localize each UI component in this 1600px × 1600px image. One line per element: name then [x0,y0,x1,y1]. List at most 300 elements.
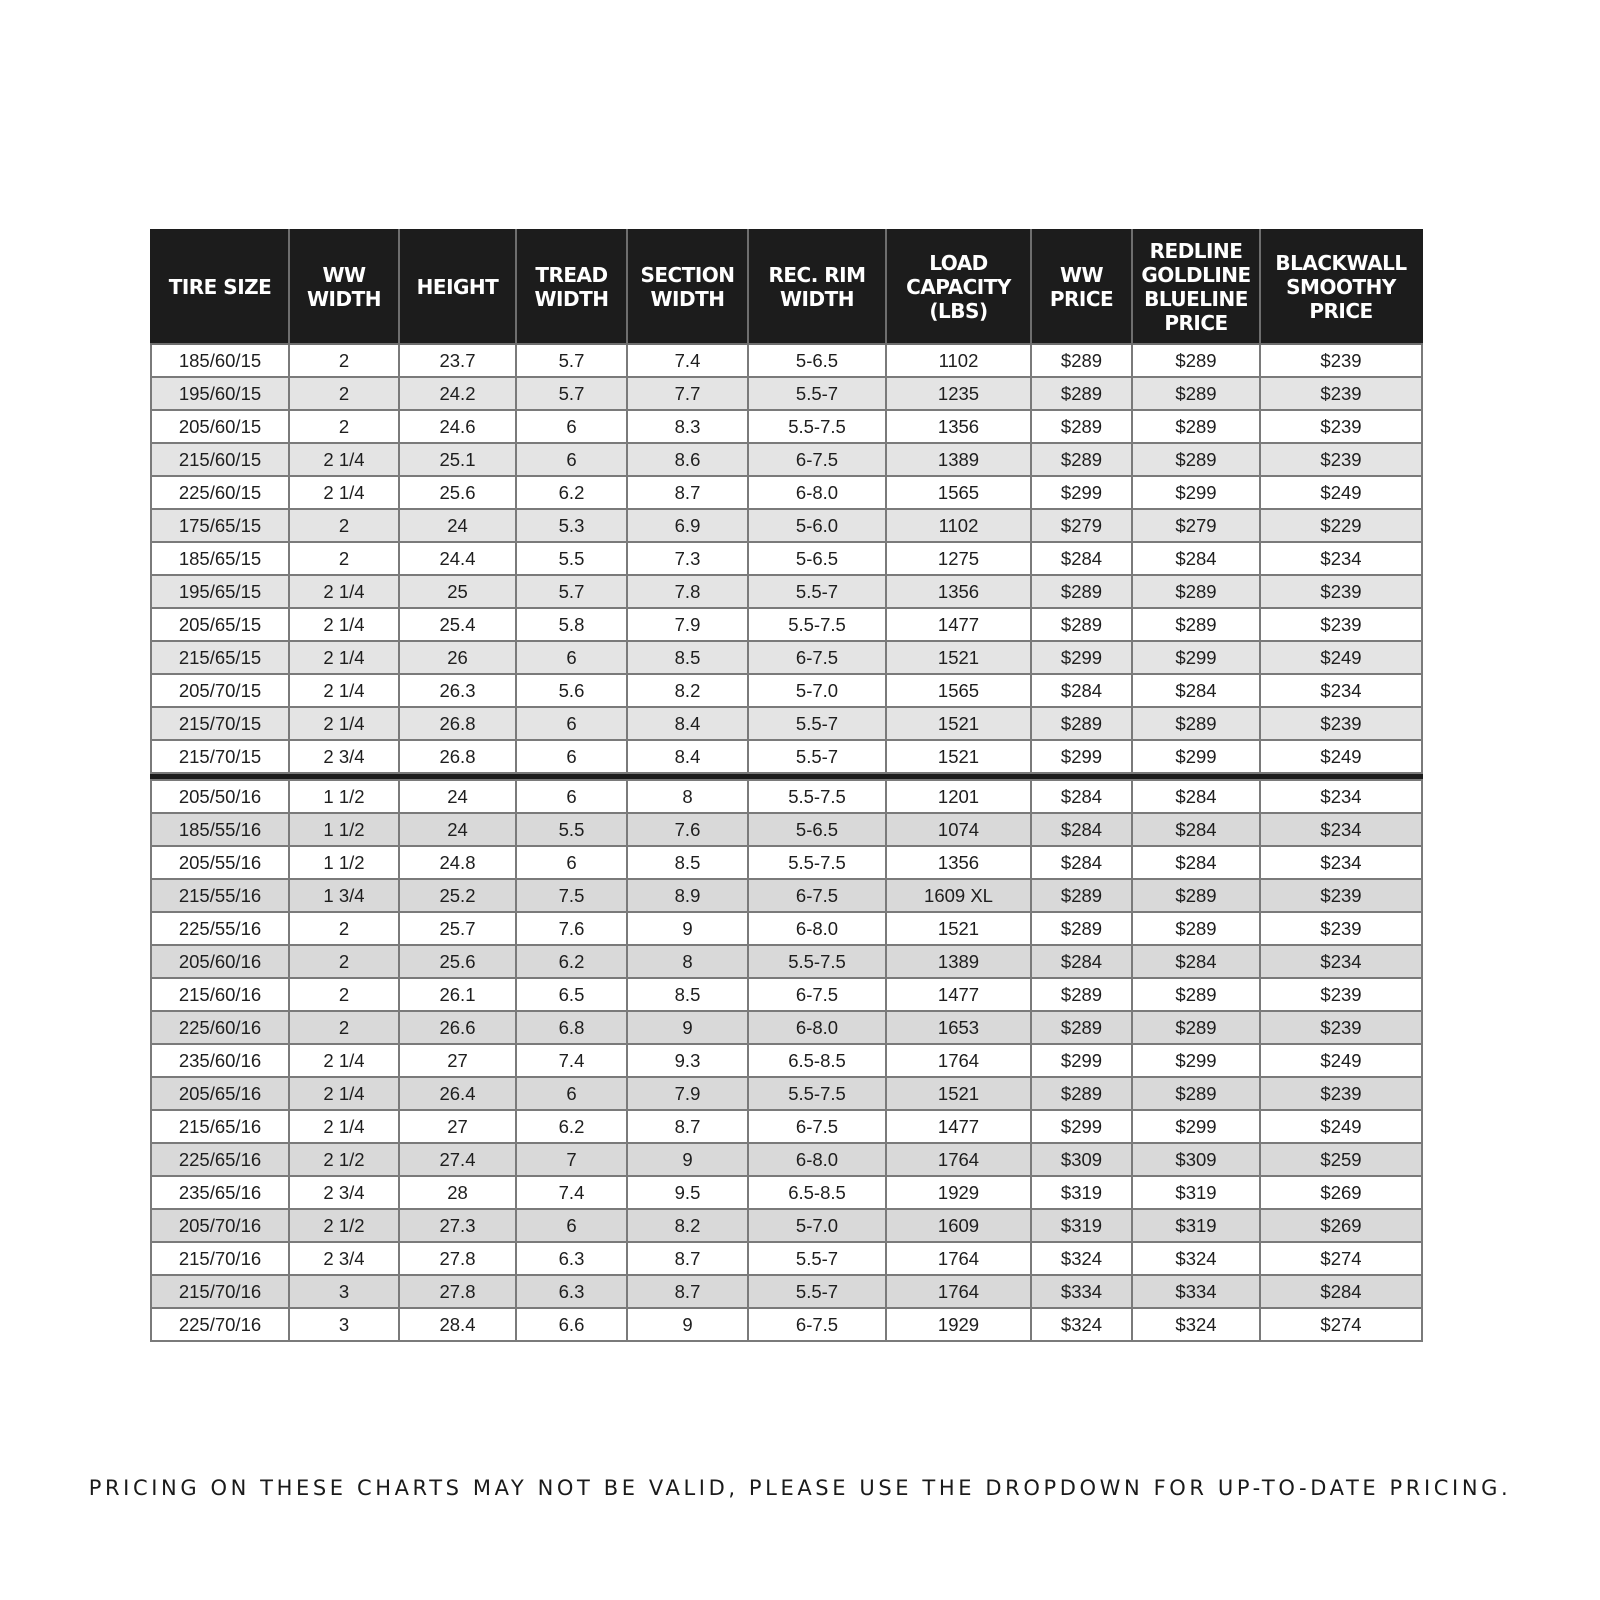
cell-height: 24.4 [399,542,516,575]
column-header-ww-width [289,230,399,344]
cell-ww-width: 2 3/4 [289,740,399,773]
cell-ww-width: 2 1/4 [289,641,399,674]
cell-blackwall-smoothy-price: $239 [1260,1011,1422,1044]
cell-height: 25.6 [399,476,516,509]
cell-tread-width: 7 [516,1143,627,1176]
cell-redline-goldline-blueline-price: $319 [1132,1176,1260,1209]
cell-load-capacity: 1477 [886,978,1031,1011]
table-row [151,377,1422,410]
cell-rec-rim-width: 5.5-7 [748,740,886,773]
header-line: SMOOTHY [1286,275,1396,299]
header-line: PRICE [1309,299,1373,323]
cell-ww-price: $284 [1031,674,1132,707]
cell-blackwall-smoothy-price: $239 [1260,377,1422,410]
cell-ww-width: 2 [289,912,399,945]
section-divider-group [151,773,1422,780]
cell-redline-goldline-blueline-price: $299 [1132,740,1260,773]
cell-blackwall-smoothy-price: $239 [1260,912,1422,945]
cell-ww-price: $279 [1031,509,1132,542]
cell-load-capacity: 1102 [886,344,1031,377]
cell-load-capacity: 1764 [886,1242,1031,1275]
cell-section-width: 8.2 [627,1209,748,1242]
header-line: WIDTH [534,287,609,311]
cell-rec-rim-width: 5.5-7.5 [748,780,886,813]
cell-section-width: 8.5 [627,978,748,1011]
cell-ww-price: $299 [1031,1044,1132,1077]
cell-ww-width: 2 1/4 [289,1110,399,1143]
cell-tread-width: 6.3 [516,1242,627,1275]
header-line: SECTION [640,263,735,287]
cell-height: 26.8 [399,740,516,773]
cell-tread-width: 6 [516,443,627,476]
cell-redline-goldline-blueline-price: $299 [1132,1044,1260,1077]
table-row [151,1077,1422,1110]
cell-rec-rim-width: 6.5-8.5 [748,1176,886,1209]
cell-tire-size: 215/70/15 [151,740,289,773]
cell-blackwall-smoothy-price: $259 [1260,1143,1422,1176]
cell-height: 27.8 [399,1275,516,1308]
cell-ww-width: 1 3/4 [289,879,399,912]
cell-rec-rim-width: 6-7.5 [748,1110,886,1143]
cell-ww-width: 3 [289,1275,399,1308]
cell-blackwall-smoothy-price: $284 [1260,1275,1422,1308]
cell-tire-size: 225/60/16 [151,1011,289,1044]
cell-ww-price: $299 [1031,740,1132,773]
cell-section-width: 8.5 [627,846,748,879]
cell-ww-price: $289 [1031,410,1132,443]
table-row [151,674,1422,707]
cell-ww-width: 2 1/4 [289,608,399,641]
cell-load-capacity: 1356 [886,575,1031,608]
cell-height: 27.4 [399,1143,516,1176]
table-header [151,230,1422,344]
cell-ww-price: $299 [1031,476,1132,509]
cell-ww-price: $324 [1031,1242,1132,1275]
cell-ww-width: 2 3/4 [289,1242,399,1275]
header-line: LOAD [929,251,988,275]
cell-height: 24.6 [399,410,516,443]
cell-height: 24.8 [399,846,516,879]
cell-blackwall-smoothy-price: $249 [1260,641,1422,674]
cell-tire-size: 205/60/15 [151,410,289,443]
cell-load-capacity: 1235 [886,377,1031,410]
table-row [151,575,1422,608]
cell-redline-goldline-blueline-price: $289 [1132,344,1260,377]
table-row [151,879,1422,912]
cell-ww-width: 3 [289,1308,399,1341]
table-row [151,1242,1422,1275]
cell-rec-rim-width: 5.5-7.5 [748,1077,886,1110]
cell-section-width: 8.4 [627,707,748,740]
cell-tread-width: 5.7 [516,575,627,608]
header-line: GOLDLINE [1141,263,1251,287]
cell-section-width: 8 [627,945,748,978]
cell-ww-width: 2 [289,377,399,410]
cell-load-capacity: 1609 XL [886,879,1031,912]
cell-ww-price: $319 [1031,1176,1132,1209]
cell-rec-rim-width: 6-8.0 [748,1011,886,1044]
table-row [151,1275,1422,1308]
header-line: WW [1059,263,1104,287]
cell-redline-goldline-blueline-price: $299 [1132,476,1260,509]
cell-load-capacity: 1074 [886,813,1031,846]
table-row [151,641,1422,674]
cell-section-width: 7.7 [627,377,748,410]
cell-section-width: 8.9 [627,879,748,912]
cell-section-width: 8.7 [627,1275,748,1308]
cell-load-capacity: 1356 [886,846,1031,879]
cell-ww-width: 2 1/4 [289,575,399,608]
cell-load-capacity: 1521 [886,641,1031,674]
cell-blackwall-smoothy-price: $274 [1260,1308,1422,1341]
cell-ww-price: $289 [1031,978,1132,1011]
cell-height: 25.4 [399,608,516,641]
cell-redline-goldline-blueline-price: $334 [1132,1275,1260,1308]
cell-tire-size: 235/65/16 [151,1176,289,1209]
cell-blackwall-smoothy-price: $249 [1260,476,1422,509]
cell-redline-goldline-blueline-price: $319 [1132,1209,1260,1242]
cell-ww-width: 2 1/2 [289,1209,399,1242]
cell-ww-price: $289 [1031,575,1132,608]
cell-height: 25.7 [399,912,516,945]
cell-redline-goldline-blueline-price: $289 [1132,1077,1260,1110]
cell-ww-width: 2 1/4 [289,674,399,707]
cell-section-width: 9.3 [627,1044,748,1077]
cell-section-width: 8.7 [627,1110,748,1143]
cell-tread-width: 6.6 [516,1308,627,1341]
cell-blackwall-smoothy-price: $249 [1260,1044,1422,1077]
cell-redline-goldline-blueline-price: $284 [1132,674,1260,707]
cell-blackwall-smoothy-price: $234 [1260,813,1422,846]
cell-load-capacity: 1929 [886,1176,1031,1209]
cell-redline-goldline-blueline-price: $289 [1132,879,1260,912]
cell-tread-width: 5.6 [516,674,627,707]
cell-tread-width: 6.2 [516,476,627,509]
header-line: REC. RIM [768,263,866,287]
cell-tread-width: 5.3 [516,509,627,542]
cell-blackwall-smoothy-price: $249 [1260,1110,1422,1143]
cell-blackwall-smoothy-price: $239 [1260,978,1422,1011]
cell-load-capacity: 1201 [886,780,1031,813]
header-line: REDLINE [1149,239,1243,263]
cell-ww-price: $289 [1031,377,1132,410]
cell-load-capacity: 1477 [886,1110,1031,1143]
cell-load-capacity: 1389 [886,945,1031,978]
cell-rec-rim-width: 5.5-7 [748,1242,886,1275]
cell-redline-goldline-blueline-price: $279 [1132,509,1260,542]
section-divider [151,773,1422,780]
table-row [151,1209,1422,1242]
header-line: PRICE [1049,287,1114,311]
cell-height: 28.4 [399,1308,516,1341]
table-row [151,1044,1422,1077]
cell-load-capacity: 1477 [886,608,1031,641]
cell-section-width: 9 [627,1308,748,1341]
cell-blackwall-smoothy-price: $239 [1260,608,1422,641]
table-row [151,542,1422,575]
cell-tire-size: 215/70/15 [151,707,289,740]
cell-ww-width: 1 1/2 [289,846,399,879]
cell-section-width: 8.5 [627,641,748,674]
cell-ww-price: $284 [1031,813,1132,846]
cell-tire-size: 195/65/15 [151,575,289,608]
cell-tire-size: 215/65/16 [151,1110,289,1143]
cell-redline-goldline-blueline-price: $284 [1132,945,1260,978]
cell-tire-size: 185/55/16 [151,813,289,846]
cell-redline-goldline-blueline-price: $289 [1132,707,1260,740]
cell-tire-size: 225/60/15 [151,476,289,509]
cell-ww-price: $334 [1031,1275,1132,1308]
cell-tread-width: 6 [516,641,627,674]
cell-height: 26.4 [399,1077,516,1110]
cell-height: 26.8 [399,707,516,740]
cell-rec-rim-width: 5-6.5 [748,813,886,846]
cell-blackwall-smoothy-price: $234 [1260,674,1422,707]
cell-rec-rim-width: 6-8.0 [748,912,886,945]
cell-redline-goldline-blueline-price: $289 [1132,1011,1260,1044]
header-line: WIDTH [650,287,725,311]
cell-height: 27.3 [399,1209,516,1242]
cell-blackwall-smoothy-price: $239 [1260,575,1422,608]
cell-tire-size: 195/60/15 [151,377,289,410]
pricing-disclaimer: PRICING ON THESE CHARTS MAY NOT BE VALID, PLEASE USE THE DROPDOWN FOR UP-TO-DATE PRICING. [88,1476,1512,1500]
cell-tread-width: 5.7 [516,377,627,410]
cell-blackwall-smoothy-price: $269 [1260,1209,1422,1242]
cell-rec-rim-width: 5.5-7.5 [748,846,886,879]
table-row [151,476,1422,509]
cell-tread-width: 5.8 [516,608,627,641]
cell-ww-price: $289 [1031,608,1132,641]
cell-section-width: 8.7 [627,1242,748,1275]
cell-height: 26 [399,641,516,674]
column-header-tread-width [516,230,627,344]
cell-tread-width: 7.6 [516,912,627,945]
cell-tread-width: 5.7 [516,344,627,377]
cell-ww-width: 2 1/4 [289,1077,399,1110]
cell-rec-rim-width: 6-8.0 [748,476,886,509]
cell-ww-price: $299 [1031,641,1132,674]
cell-rec-rim-width: 5.5-7.5 [748,945,886,978]
cell-height: 27.8 [399,1242,516,1275]
cell-tread-width: 5.5 [516,813,627,846]
cell-ww-width: 2 1/4 [289,443,399,476]
cell-tread-width: 6.5 [516,978,627,1011]
table-row [151,1011,1422,1044]
cell-rec-rim-width: 5.5-7 [748,707,886,740]
header-line: TREAD [535,263,608,287]
cell-ww-width: 2 1/2 [289,1143,399,1176]
section-15-inch [151,344,1422,773]
cell-ww-price: $289 [1031,707,1132,740]
cell-load-capacity: 1521 [886,740,1031,773]
header-row [151,230,1422,344]
cell-tire-size: 215/70/16 [151,1242,289,1275]
cell-section-width: 7.6 [627,813,748,846]
table-row [151,813,1422,846]
table-row [151,1176,1422,1209]
cell-load-capacity: 1764 [886,1143,1031,1176]
cell-height: 28 [399,1176,516,1209]
cell-redline-goldline-blueline-price: $289 [1132,978,1260,1011]
cell-load-capacity: 1521 [886,1077,1031,1110]
cell-ww-price: $284 [1031,542,1132,575]
cell-section-width: 9 [627,1143,748,1176]
cell-tire-size: 215/70/16 [151,1275,289,1308]
cell-ww-price: $289 [1031,879,1132,912]
cell-section-width: 8.3 [627,410,748,443]
cell-tire-size: 175/65/15 [151,509,289,542]
cell-tire-size: 205/70/15 [151,674,289,707]
cell-section-width: 7.9 [627,1077,748,1110]
cell-redline-goldline-blueline-price: $324 [1132,1308,1260,1341]
cell-section-width: 7.9 [627,608,748,641]
cell-blackwall-smoothy-price: $249 [1260,740,1422,773]
cell-ww-price: $324 [1031,1308,1132,1341]
cell-ww-price: $319 [1031,1209,1132,1242]
cell-rec-rim-width: 6-7.5 [748,443,886,476]
cell-redline-goldline-blueline-price: $309 [1132,1143,1260,1176]
cell-section-width: 7.4 [627,344,748,377]
cell-blackwall-smoothy-price: $269 [1260,1176,1422,1209]
table-row [151,443,1422,476]
cell-height: 26.3 [399,674,516,707]
cell-ww-width: 2 [289,542,399,575]
cell-tread-width: 6.2 [516,945,627,978]
cell-blackwall-smoothy-price: $234 [1260,542,1422,575]
cell-blackwall-smoothy-price: $239 [1260,344,1422,377]
cell-section-width: 9.5 [627,1176,748,1209]
cell-rec-rim-width: 5-6.5 [748,344,886,377]
cell-blackwall-smoothy-price: $234 [1260,945,1422,978]
cell-load-capacity: 1609 [886,1209,1031,1242]
cell-ww-width: 2 [289,344,399,377]
cell-section-width: 6.9 [627,509,748,542]
table-row [151,846,1422,879]
header-line: TIRE SIZE [168,275,272,299]
column-header-height [399,230,516,344]
cell-rec-rim-width: 5.5-7.5 [748,608,886,641]
cell-load-capacity: 1275 [886,542,1031,575]
cell-load-capacity: 1521 [886,707,1031,740]
table-row [151,344,1422,377]
cell-ww-price: $289 [1031,912,1132,945]
section-16-inch [151,780,1422,1341]
cell-tire-size: 235/60/16 [151,1044,289,1077]
cell-tire-size: 205/55/16 [151,846,289,879]
cell-redline-goldline-blueline-price: $284 [1132,813,1260,846]
cell-height: 24 [399,509,516,542]
cell-rec-rim-width: 6.5-8.5 [748,1044,886,1077]
cell-section-width: 8 [627,780,748,813]
cell-tread-width: 6 [516,1077,627,1110]
cell-tire-size: 215/60/15 [151,443,289,476]
cell-rec-rim-width: 6-7.5 [748,978,886,1011]
cell-redline-goldline-blueline-price: $284 [1132,846,1260,879]
header-line: BLACKWALL [1275,251,1407,275]
cell-ww-price: $289 [1031,443,1132,476]
cell-tread-width: 7.4 [516,1044,627,1077]
column-header-blackwall-smoothy-price [1260,230,1422,344]
cell-height: 24.2 [399,377,516,410]
cell-tire-size: 185/65/15 [151,542,289,575]
cell-blackwall-smoothy-price: $239 [1260,1077,1422,1110]
cell-tire-size: 205/70/16 [151,1209,289,1242]
cell-rec-rim-width: 5.5-7 [748,1275,886,1308]
cell-ww-width: 2 [289,945,399,978]
cell-tire-size: 205/65/15 [151,608,289,641]
cell-tread-width: 6 [516,846,627,879]
cell-tire-size: 215/65/15 [151,641,289,674]
cell-height: 25.6 [399,945,516,978]
cell-ww-width: 2 1/4 [289,1044,399,1077]
cell-section-width: 7.8 [627,575,748,608]
column-header-tire-size [151,230,289,344]
cell-rec-rim-width: 5-7.0 [748,1209,886,1242]
cell-rec-rim-width: 5.5-7 [748,377,886,410]
cell-redline-goldline-blueline-price: $299 [1132,641,1260,674]
table-row [151,945,1422,978]
cell-blackwall-smoothy-price: $274 [1260,1242,1422,1275]
cell-ww-price: $289 [1031,1011,1132,1044]
cell-ww-width: 2 [289,978,399,1011]
cell-tread-width: 6.2 [516,1110,627,1143]
header-line: (LBS) [929,299,988,323]
cell-tread-width: 5.5 [516,542,627,575]
tire-size-chart [150,229,1421,1342]
cell-ww-price: $284 [1031,846,1132,879]
cell-tire-size: 225/55/16 [151,912,289,945]
cell-section-width: 8.2 [627,674,748,707]
column-header-ww-price [1031,230,1132,344]
cell-section-width: 7.3 [627,542,748,575]
cell-redline-goldline-blueline-price: $289 [1132,575,1260,608]
cell-tire-size: 215/60/16 [151,978,289,1011]
cell-tire-size: 225/65/16 [151,1143,289,1176]
cell-height: 23.7 [399,344,516,377]
cell-blackwall-smoothy-price: $239 [1260,443,1422,476]
cell-load-capacity: 1565 [886,674,1031,707]
cell-load-capacity: 1389 [886,443,1031,476]
cell-rec-rim-width: 6-7.5 [748,641,886,674]
cell-redline-goldline-blueline-price: $284 [1132,780,1260,813]
cell-tire-size: 205/65/16 [151,1077,289,1110]
cell-redline-goldline-blueline-price: $324 [1132,1242,1260,1275]
cell-height: 26.6 [399,1011,516,1044]
cell-blackwall-smoothy-price: $234 [1260,846,1422,879]
cell-section-width: 9 [627,1011,748,1044]
header-line: WW [322,263,366,287]
cell-tread-width: 6 [516,1209,627,1242]
table-row [151,1308,1422,1341]
table-row [151,608,1422,641]
cell-load-capacity: 1764 [886,1275,1031,1308]
cell-tread-width: 6 [516,780,627,813]
table-row [151,509,1422,542]
cell-tread-width: 7.5 [516,879,627,912]
cell-load-capacity: 1929 [886,1308,1031,1341]
table-row [151,912,1422,945]
cell-rec-rim-width: 5-6.0 [748,509,886,542]
column-header-rec-rim-width [748,230,886,344]
cell-height: 25.1 [399,443,516,476]
cell-height: 26.1 [399,978,516,1011]
cell-section-width: 8.7 [627,476,748,509]
cell-tire-size: 225/70/16 [151,1308,289,1341]
cell-rec-rim-width: 6-7.5 [748,1308,886,1341]
table-row [151,1143,1422,1176]
tire-spec-table [150,229,1423,1342]
table-row [151,740,1422,773]
